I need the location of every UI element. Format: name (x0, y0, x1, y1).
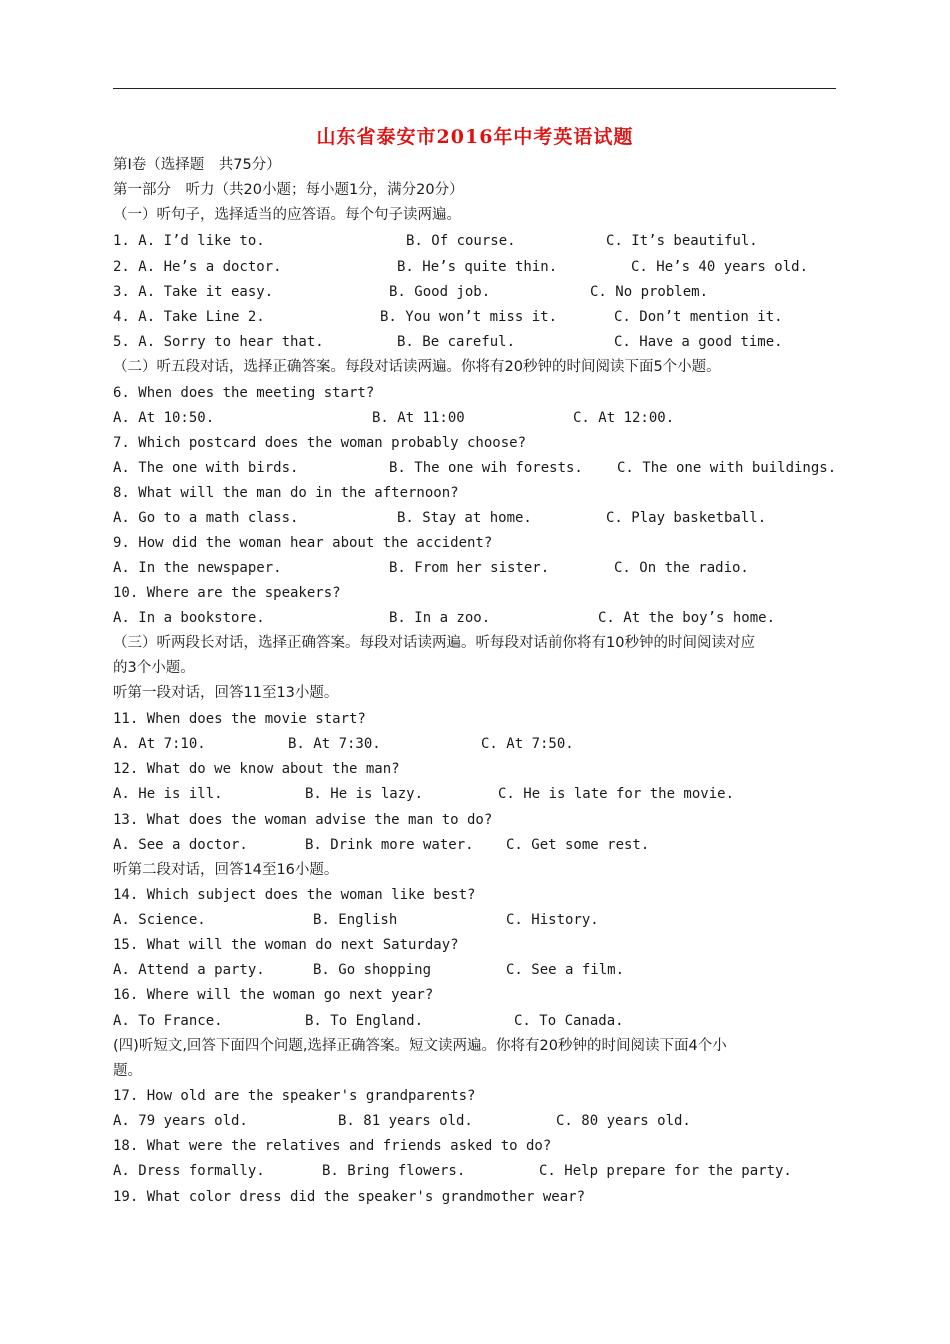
option-b: B. Be careful. (397, 334, 516, 350)
question-6-options (113, 408, 675, 428)
option-c: C. He’s 40 years old. (631, 259, 809, 275)
option-c: C. See a film. (506, 962, 625, 978)
option-b: B. Bring flowers. (322, 1163, 466, 1179)
exam-title: 山东省泰安市2016年中考英语试题 (316, 126, 634, 148)
question-11-options (113, 734, 574, 754)
option-c: C. At 12:00. (573, 410, 675, 426)
option-a: A. In a bookstore. (113, 610, 265, 626)
option-c: C. Have a good time. (614, 334, 783, 350)
option-a: 5. A. Sorry to hear that. (113, 334, 324, 350)
option-c: C. At 7:50. (481, 736, 574, 752)
option-b: B. You won’t miss it. (380, 309, 558, 325)
option-a: A. To France. (113, 1013, 223, 1029)
question-16-stem: 16. Where will the woman go next year? (113, 987, 434, 1003)
option-a: A. In the newspaper. (113, 560, 282, 576)
question-9-options (113, 558, 749, 578)
option-b: B. In a zoo. (389, 610, 491, 626)
option-b: B. At 11:00 (372, 410, 465, 426)
option-a: A. The one with birds. (113, 460, 299, 476)
option-c: C. On the radio. (614, 560, 749, 576)
question-6-stem: 6. When does the meeting start? (113, 385, 375, 401)
option-a: A. Go to a math class. (113, 510, 299, 526)
question-16-options (113, 1011, 624, 1031)
question-10-options (113, 608, 776, 628)
option-a: A. Dress formally. (113, 1163, 265, 1179)
option-b: B. Go shopping (313, 962, 432, 978)
section3-dialogue1-heading: 听第一段对话，回答11至13小题。 (113, 685, 339, 701)
question-19-stem: 19. What color dress did the speaker's grandmother wear? (113, 1189, 586, 1205)
question-3 (113, 282, 709, 302)
option-c: C. The one with buildings. (617, 460, 837, 476)
question-10-stem: 10. Where are the speakers? (113, 585, 341, 601)
option-a: A. 79 years old. (113, 1113, 248, 1129)
option-c: C. Play basketball. (606, 510, 767, 526)
option-a: 3. A. Take it easy. (113, 284, 274, 300)
section4-instruction-line1: (四)听短文,回答下面四个问题,选择正确答案。短文读两遍。你将有20秒钟的时间阅读下面4个小 (113, 1038, 727, 1054)
option-c: C. He is late for the movie. (498, 786, 735, 802)
question-12-stem: 12. What do we know about the man? (113, 761, 400, 777)
question-9-stem: 9. How did the woman hear about the accident? (113, 535, 493, 551)
option-a: A. Attend a party. (113, 962, 265, 978)
option-b: B. From her sister. (389, 560, 550, 576)
option-c: C. 80 years old. (556, 1113, 691, 1129)
option-b: B. He’s quite thin. (397, 259, 558, 275)
question-11-stem: 11. When does the movie start? (113, 711, 366, 727)
section2-instruction: （二）听五段对话，选择正确答案。每段对话读两遍。你将有20秒钟的时间阅读下面5个小题。 (113, 359, 721, 375)
option-b: B. English (313, 912, 398, 928)
option-a: 2. A. He’s a doctor. (113, 259, 282, 275)
question-17-stem: 17. How old are the speaker's grandparents? (113, 1088, 476, 1104)
option-b: B. To England. (305, 1013, 424, 1029)
question-1 (113, 231, 758, 251)
question-17-options (113, 1111, 691, 1131)
option-a: 1. A. I’d like to. (113, 233, 265, 249)
option-c: C. It’s beautiful. (606, 233, 758, 249)
question-8-options (113, 508, 767, 528)
option-b: B. Stay at home. (397, 510, 532, 526)
option-b: B. Good job. (389, 284, 491, 300)
option-c: C. Help prepare for the party. (539, 1163, 792, 1179)
option-b: B. 81 years old. (338, 1113, 473, 1129)
option-c: C. History. (506, 912, 599, 928)
option-c: C. At the boy’s home. (598, 610, 776, 626)
question-5 (113, 332, 783, 352)
option-c: C. To Canada. (514, 1013, 624, 1029)
section3-dialogue2-heading: 听第二段对话，回答14至16小题。 (113, 862, 339, 878)
section1-instruction: （一）听句子，选择适当的应答语。每个句子读两遍。 (113, 207, 461, 223)
question-18-stem: 18. What were the relatives and friends asked to do? (113, 1138, 552, 1154)
question-13-stem: 13. What does the woman advise the man to do? (113, 812, 493, 828)
question-4 (113, 307, 783, 327)
section4-instruction-line2: 题。 (113, 1063, 142, 1079)
option-a: A. At 10:50. (113, 410, 215, 426)
question-15-stem: 15. What will the woman do next Saturday? (113, 937, 459, 953)
question-15-options (113, 960, 625, 980)
option-b: B. At 7:30. (288, 736, 381, 752)
option-b: B. The one wih forests. (389, 460, 583, 476)
option-b: B. Drink more water. (305, 837, 474, 853)
question-12-options (113, 784, 735, 804)
part1-heading: 第一部分 听力（共20小题；每小题1分，满分20分） (113, 182, 464, 198)
option-c: C. Get some rest. (506, 837, 650, 853)
section3-instruction-line1: （三）听两段长对话，选择正确答案。每段对话读两遍。听每段对话前你将有10秒钟的时间阅读对应 (113, 635, 755, 651)
option-a: A. Science. (113, 912, 206, 928)
question-13-options (113, 835, 650, 855)
option-c: C. No problem. (590, 284, 709, 300)
question-8-stem: 8. What will the man do in the afternoon? (113, 485, 459, 501)
question-14-options (113, 910, 599, 930)
question-7-stem: 7. Which postcard does the woman probably choose? (113, 435, 527, 451)
question-2 (113, 257, 809, 277)
section3-instruction-line2: 的3个小题。 (113, 660, 195, 676)
option-a: A. At 7:10. (113, 736, 206, 752)
option-a: 4. A. Take Line 2. (113, 309, 265, 325)
option-a: A. He is ill. (113, 786, 223, 802)
option-a: A. See a doctor. (113, 837, 248, 853)
question-14-stem: 14. Which subject does the woman like best? (113, 887, 476, 903)
question-7-options (113, 458, 837, 478)
header-rule (113, 88, 836, 89)
volume-heading: 第Ⅰ卷（选择题 共75分） (113, 157, 281, 173)
option-b: B. Of course. (406, 233, 516, 249)
option-c: C. Don’t mention it. (614, 309, 783, 325)
option-b: B. He is lazy. (305, 786, 424, 802)
question-18-options (113, 1161, 792, 1181)
